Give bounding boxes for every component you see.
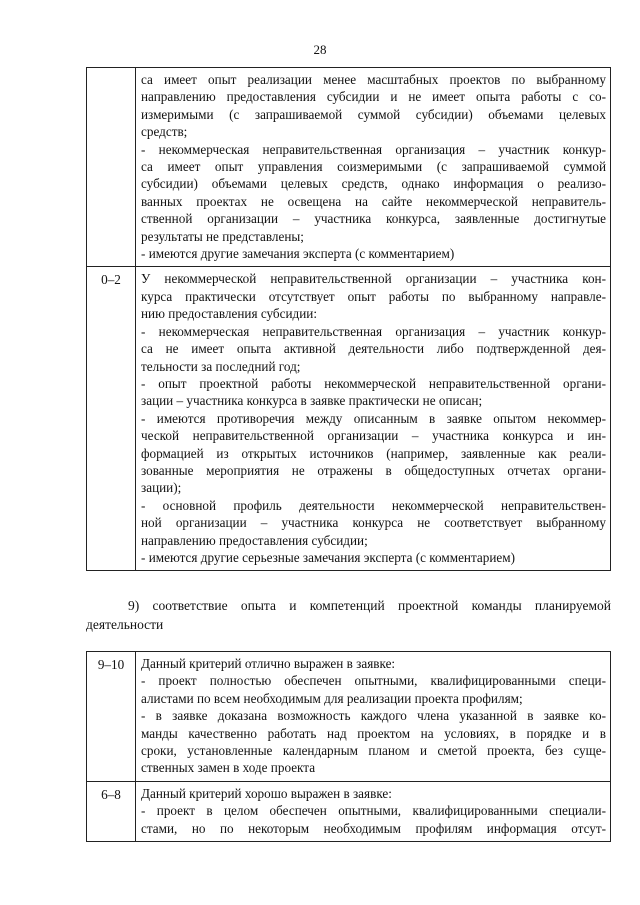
text-line: ной организации – участника конкурса не соответствует выбранному (141, 515, 606, 531)
text-line: тельности за последний год; (141, 358, 301, 374)
text-line: направлению предоставления субсидии; (141, 532, 368, 548)
text-line: ческой неправительственной организации – участника конкурса и ин- (141, 428, 606, 444)
text-line: са не имеет опыта активной деятельности либо подтвержденной дея- (141, 341, 606, 357)
text-line: субсидии) объемами целевых средств, однако информация о реализо- (141, 176, 606, 192)
text-line: са имеет опыт управления соизмеримыми (с запрашиваемой суммой (141, 159, 606, 175)
text-line: манды качественно работать над проектом на условиях, в порядке и в (141, 725, 606, 741)
table-row (87, 652, 611, 782)
text-line: - проект полностью обеспечен опытными, квалифицированными специ- (141, 673, 606, 689)
table-row (87, 267, 611, 571)
text-line: зации); (141, 480, 182, 496)
text-line: - проект в целом обеспечен опытными, квалифицированными специали- (141, 803, 606, 819)
text-line: стами, но по некоторым необходимым профилям информация отсут- (141, 820, 606, 836)
text-line: формацией из открытых источников (например, заявленные как реали- (141, 445, 606, 461)
text-line: - имеются противоречия между описанным в заявке опытом некоммер- (141, 410, 606, 426)
text-line: направлению предоставления субсидии и не имеет опыта работы с со- (141, 89, 606, 105)
text-line: ственной организации – участника конкурса, заявленные достигнутые (141, 211, 606, 227)
text-line: ванных проектах не освещена на сайте некоммерческой неправитель- (141, 193, 606, 209)
text-line: Данный критерий отлично выражен в заявке: (141, 656, 396, 671)
text-line: алистами по всем необходимым для реализации проекта профилям; (141, 690, 523, 706)
heading-line: 9) соответствие опыта и компетенций проектной команды планируемой (128, 598, 611, 613)
score-cell: 6–8 (87, 781, 136, 841)
text-line: - в заявке доказана возможность каждого члена указанной в заявке ко- (141, 708, 606, 724)
text-line: Данный критерий хорошо выражен в заявке: (141, 785, 392, 801)
description-cell (136, 781, 611, 841)
score-cell: 0–2 (87, 267, 136, 571)
text-line: - некоммерческая неправительственная организация – участник конкур- (141, 323, 606, 339)
text-line: - основной профиль деятельности некоммерческой неправительствен- (141, 497, 606, 513)
text-line: измеримыми (с запрашиваемой суммой субсидии) объемами целевых (141, 106, 606, 122)
description-cell (136, 68, 611, 267)
description-cell (136, 652, 611, 782)
criteria-table-2 (86, 651, 611, 842)
text-line: са имеет опыт реализации менее масштабных проектов по выбранному (141, 72, 606, 87)
text-line: зованные мероприятия не отражены в общедоступных отчетах органи- (141, 462, 606, 478)
text-line: - имеются другие замечания эксперта (с комментарием) (141, 246, 455, 262)
heading-line: деятельности (86, 617, 164, 632)
text-line: результаты не представлены; (141, 228, 304, 244)
text-line: сроки, установленные календарным планом и сметой проекта, без суще- (141, 743, 606, 759)
section-heading (86, 596, 611, 634)
text-line: курса практически отсутствует опыт работы по выбранному направле- (141, 288, 606, 304)
text-line: средств; (141, 124, 188, 140)
description-cell (136, 267, 611, 571)
table-row (87, 68, 611, 267)
criteria-table-1 (86, 67, 611, 571)
text-line: - некоммерческая неправительственная организация – участник конкур- (141, 141, 606, 157)
text-line: - имеются другие серьезные замечания эксперта (с комментарием) (141, 549, 516, 565)
text-line: ственных замен в ходе проекта (141, 760, 316, 776)
score-cell (87, 68, 136, 267)
text-line: нию предоставления субсидии: (141, 306, 318, 322)
text-line: зации – участника конкурса в заявке практически не описан; (141, 393, 483, 409)
text-line: - опыт проектной работы некоммерческой неправительственной органи- (141, 375, 606, 391)
text-line: У некоммерческой неправительственной организации – участника кон- (141, 271, 606, 287)
score-cell: 9–10 (87, 652, 136, 782)
table-row (87, 781, 611, 841)
page-number: 28 (313, 42, 327, 57)
